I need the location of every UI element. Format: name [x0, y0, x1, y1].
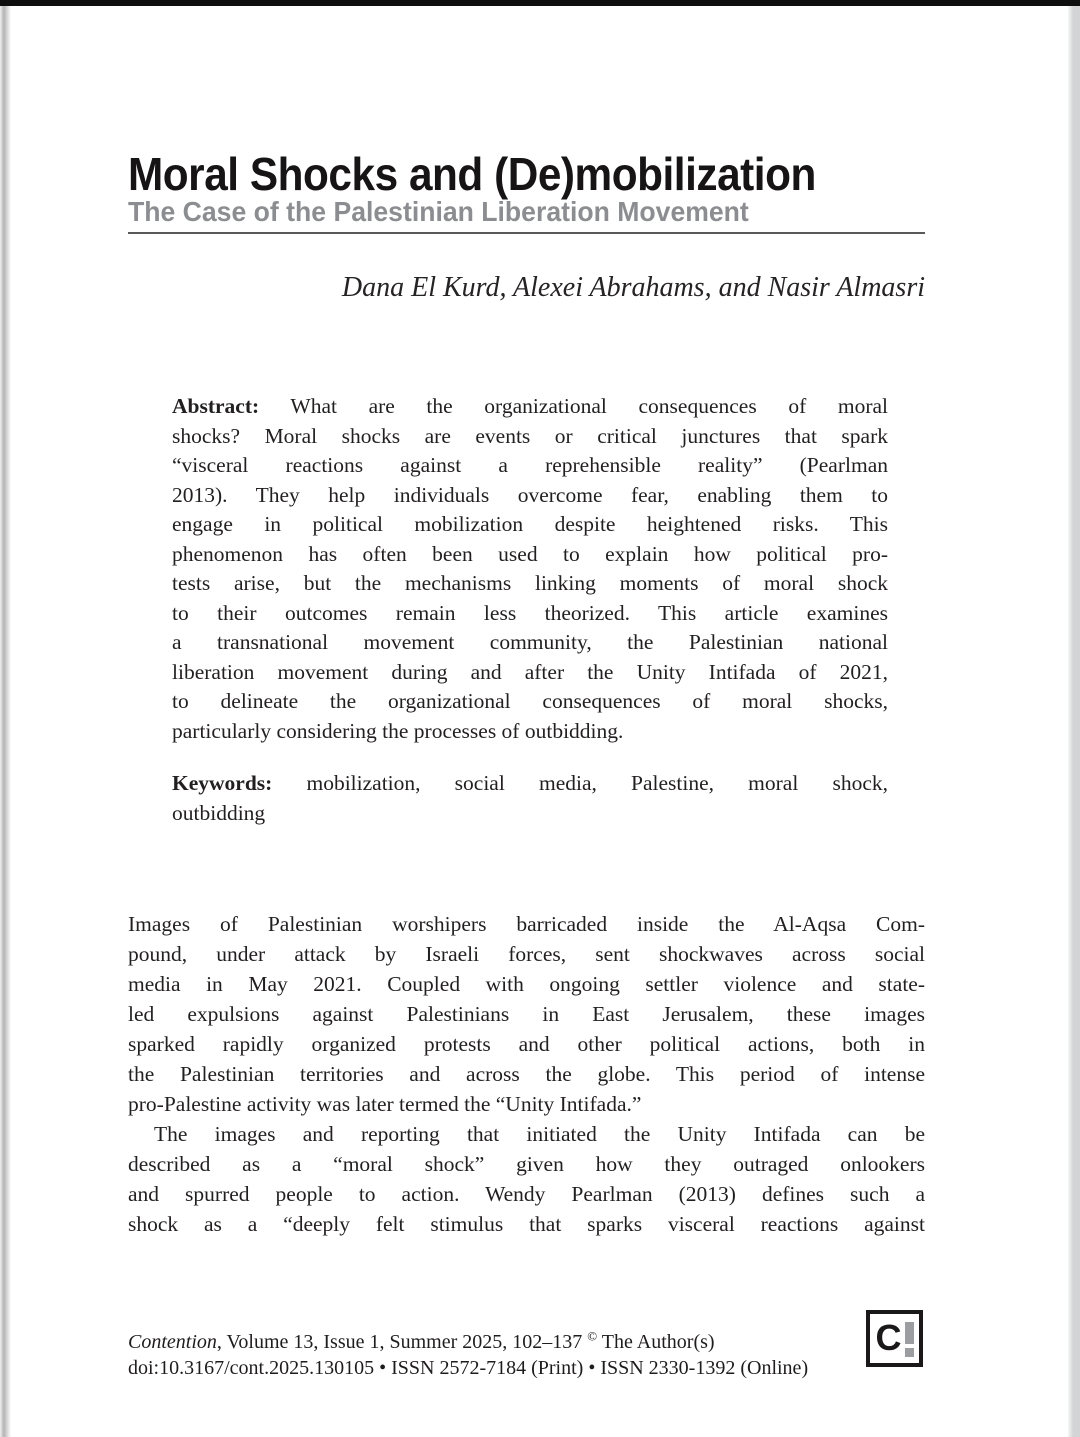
text-line: to their outcomes remain less theorized. This article examines [172, 600, 888, 625]
page-left-edge-shadow [0, 6, 11, 1437]
text-line: 2013). They help individuals overcome fear, enabling them to [172, 482, 888, 507]
text-line: particularly considering the processes of outbidding. [172, 718, 624, 743]
text-line: to delineate the organizational consequences of moral shocks, [172, 689, 888, 713]
text-line: The images and reporting that initiated the Unity Intifada can be [154, 1122, 925, 1146]
article-title: Moral Shocks and (De)mobilization [128, 147, 816, 200]
text-line: described as a “moral shock” given how they outraged onlookers [128, 1152, 925, 1176]
citation-line [128, 1329, 888, 1355]
keywords-label: Keywords: [172, 771, 273, 795]
journal-footer [128, 1329, 888, 1381]
text-line: pro-Palestine activity was later termed the “Unity Intifada.” [128, 1092, 642, 1116]
doi-issn-line: doi:10.3167/cont.2025.130105 • ISSN 2572-7184 (Print) • ISSN 2330-1392 (Online) [128, 1357, 809, 1379]
text-line: liberation movement during and after the Unity Intifada of 2021, [172, 659, 888, 684]
text-line: Abstract: What are the organizational consequences of moral [172, 394, 888, 418]
text-line: “visceral reactions against a reprehensible reality” (Pearlman [172, 453, 888, 477]
title-divider-rule [128, 232, 925, 234]
body-paragraph-2 [128, 1119, 925, 1239]
text-line: Keywords: mobilization, social media, Palestine, moral shock, [172, 771, 888, 795]
text-line: the Palestinian territories and across the globe. This period of intense [128, 1062, 925, 1086]
body-paragraph-1 [128, 909, 925, 1119]
body-text [128, 909, 925, 1239]
journal-name: Contention [128, 1331, 217, 1353]
text-line: Images of Palestinian worshipers barricaded inside the Al-Aqsa Com- [128, 912, 925, 936]
text-line: sparked rapidly organized protests and other political actions, both in [128, 1032, 925, 1056]
abstract-block [172, 392, 888, 746]
text-line: pound, under attack by Israeli forces, sent shockwaves across social [128, 942, 925, 966]
page-right-edge-shadow [1068, 6, 1080, 1437]
text-line: shock as a “deeply felt stimulus that sparks visceral reactions against [128, 1212, 925, 1236]
text-line: a transnational movement community, the Palestinian national [172, 630, 888, 654]
citation-volume-text: , Volume 13, Issue 1, Summer 2025, 102–137 [216, 1331, 588, 1353]
logo-letter-c: C [875, 1316, 902, 1358]
article-subtitle: The Case of the Palestinian Liberation Movement [128, 196, 749, 228]
text-line: outbidding [172, 801, 266, 825]
contention-journal-logo [866, 1310, 923, 1367]
text-line: engage in political mobilization despite heightened risks. This [172, 512, 888, 536]
abstract-label: Abstract: [172, 394, 260, 418]
text-line: and spurred people to action. Wendy Pearlman (2013) defines such a [128, 1182, 925, 1206]
authors-line: Dana El Kurd, Alexei Abrahams, and Nasir Almasri [341, 272, 925, 303]
text-line: media in May 2021. Coupled with ongoing settler violence and state- [128, 972, 925, 996]
copyright-symbol: © [587, 1328, 598, 1344]
text-line: tests arise, but the mechanisms linking moments of moral shock [172, 571, 888, 595]
exclamation-icon [905, 1322, 914, 1357]
citation-author-text: The Author(s) [597, 1331, 715, 1353]
keywords-block [172, 768, 888, 828]
text-line: led expulsions against Palestinians in East Jerusalem, these images [128, 1002, 925, 1026]
text-line: shocks? Moral shocks are events or critical junctures that spark [172, 423, 888, 448]
viewer-top-bar [0, 0, 1080, 6]
text-line: phenomenon has often been used to explain how political pro- [172, 541, 888, 566]
